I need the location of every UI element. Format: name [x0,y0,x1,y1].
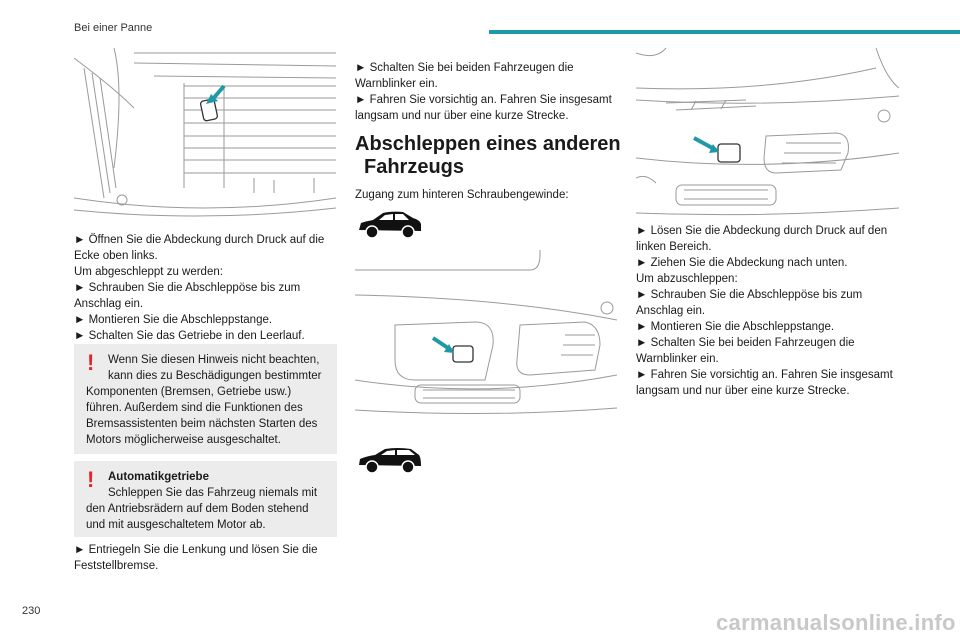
warning-2-text: den Antriebsrädern auf dem Boden stehend und mit ausgeschaltetem Motor ab. [86,503,309,531]
left-step-2: Um abgeschleppt zu werden: [74,266,223,278]
rear-bumper-illustration [355,250,617,415]
middle-step-2: ► Fahren Sie vorsichtig an. Fahren Sie insgesamt langsam und nur über eine kurze Strecke. [355,94,612,122]
left-step-1: ► Öffnen Sie die Abdeckung durch Druck auf die Ecke oben links. [74,234,325,262]
section-title: Bei einer Panne [74,22,153,34]
right-step-5: ► Montieren Sie die Abschleppstange. [636,321,835,333]
front-bumper-illustration [74,48,336,220]
right-step-7: ► Fahren Sie vorsichtig an. Fahren Sie insgesamt langsam und nur über eine kurze Strecke. [636,369,893,397]
middle-step-1: ► Schalten Sie bei beiden Fahrzeugen die Warnblinker ein. [355,62,574,90]
suv-car-icon [357,210,423,240]
warning-icon: ! [87,467,95,492]
watermark: carmanualsonline.info [716,610,956,635]
right-step-3: Um abzuschleppen: [636,273,738,285]
left-final-step: ► Entriegeln Sie die Lenkung und lösen Sie die Feststellbremse. [74,544,318,572]
warning-2-title: Automatikgetriebe [108,471,209,483]
header-accent-bar [489,30,960,34]
left-step-5: ► Schalten Sie das Getriebe in den Leerlauf. [74,330,305,342]
right-step-4: ► Schrauben Sie die Abschleppöse bis zum Anschlag ein. [636,289,863,317]
section-heading [355,133,625,179]
left-step-3: ► Schrauben Sie die Abschleppöse bis zum Anschlag ein. [74,282,301,310]
rear-bumper-estate-illustration [636,48,899,216]
right-step-2: ► Ziehen Sie die Abdeckung nach unten. [636,257,848,269]
warning-1-line1: Wenn Sie diesen Hinweis nicht beachten, [108,354,320,366]
warning-icon: ! [87,350,95,375]
right-step-1: ► Lösen Sie die Abdeckung durch Druck auf den linken Bereich. [636,225,888,253]
warning-box-1 [74,344,337,454]
estate-car-icon [357,445,423,475]
warning-2-line1: Schleppen Sie das Fahrzeug niemals mit [108,487,318,499]
warning-1-text: Komponenten (Bremsen, Getriebe usw.) führen. Außerdem sind die Funktionen des Bremsassistenten beim nächsten Starten des Motors möglicherweise ausgeschaltet. [86,386,318,446]
access-text: Zugang zum hinteren Schraubengewinde: [355,189,569,201]
heading-line1: Abschleppen eines anderen [355,133,621,155]
warning-box-2 [74,461,337,537]
warning-1-line2: kann dies zu Beschädigungen bestimmter [108,370,322,382]
heading-line2: Fahrzeugs [364,156,465,178]
right-step-6: ► Schalten Sie bei beiden Fahrzeugen die Warnblinker ein. [636,337,855,365]
left-step-4: ► Montieren Sie die Abschleppstange. [74,314,273,326]
page-number: 230 [22,605,41,617]
